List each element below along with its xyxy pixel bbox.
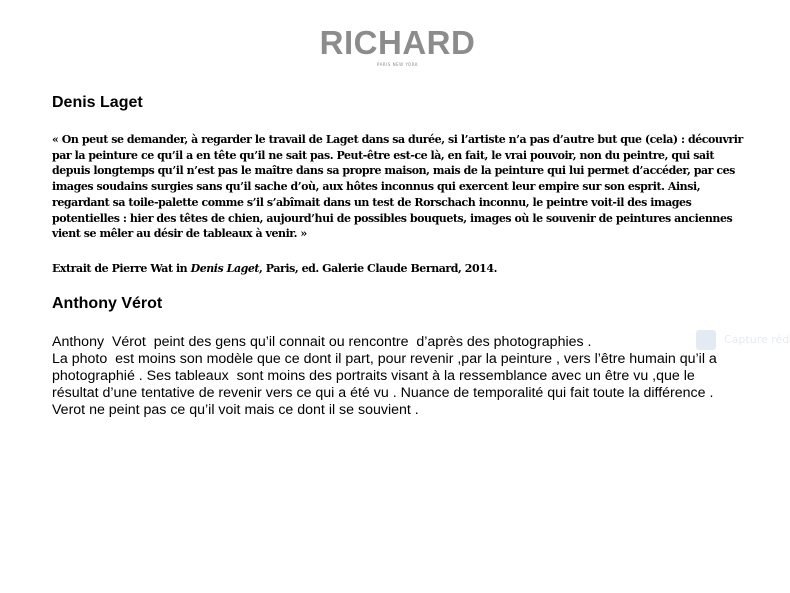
watermark-text: Capture réd (724, 333, 790, 346)
paragraph-line: résultat d’une tentative de revenir vers ce qui a été vu . Nuance de temporalité qui fait toute la différence . (52, 385, 714, 401)
camera-icon (696, 330, 716, 350)
artist-quote: « On peut se demander, à regarder le travail de Laget dans sa durée, si l’artiste n’a pas d’autre but que (cela) : découvrir par la peinture ce qu’il a en tête qu’il ne sait pas. Peut-être est-ce là, en fait, le vrai pouvoir, non du peintre, qui sait depuis longtemps qu’il n’est pas le maître dans sa propre maison, mais de la peinture qui lui permet d’accéder, par ces images soudains surgies sans qu’il sache d’où, aux hôtes inconnus qui exercent leur empire sur son esprit. Ainsi, regardant sa toile-palette comme s’il s’abîmait dans un test de Rorschach inconnu, le peintre voit-il des images potentielles : hier des têtes de chien, aujourd’hui de possibles bouquets, images où le souvenir de peintures anciennes vient se mêler au désir de tableaux à venir. » (52, 133, 743, 241)
paragraph-line: La photo est moins son modèle que ce dont il part, pour revenir ,par la peinture , vers l’être humain qu’il a (52, 351, 717, 367)
gallery-logo (0, 24, 790, 68)
paragraph-line: Verot ne peint pas ce qu’il voit mais ce dont il se souvient . (52, 402, 419, 418)
artist-heading-verot: Anthony Vérot (52, 295, 163, 312)
quote-citation (52, 261, 752, 276)
logo-subtitle: PARIS NEW YORK (376, 62, 419, 67)
artist-heading-laget: Denis Laget (52, 94, 143, 111)
quote-block (52, 132, 752, 242)
verot-description (52, 334, 772, 419)
section-denis-laget (52, 94, 752, 112)
citation-suffix: , Paris, ed. Galerie Claude Bernard, 2014. (259, 262, 497, 275)
citation-prefix: Extrait de Pierre Wat in (52, 262, 191, 275)
paragraph-line: Anthony Vérot peint des gens qu’il connait ou rencontre d’après des photographies . (52, 334, 592, 350)
section-anthony-verot (52, 295, 752, 313)
logo-wordmark: RICHARD (319, 24, 476, 61)
screen-capture-watermark (696, 330, 790, 352)
paragraph-line: photographié . Ses tableaux sont moins des portraits visant à la ressemblance avec un être vu ,que le (52, 368, 695, 384)
verot-paragraph (52, 334, 772, 419)
citation-title: Denis Laget (190, 262, 260, 275)
citation-block (52, 261, 752, 276)
